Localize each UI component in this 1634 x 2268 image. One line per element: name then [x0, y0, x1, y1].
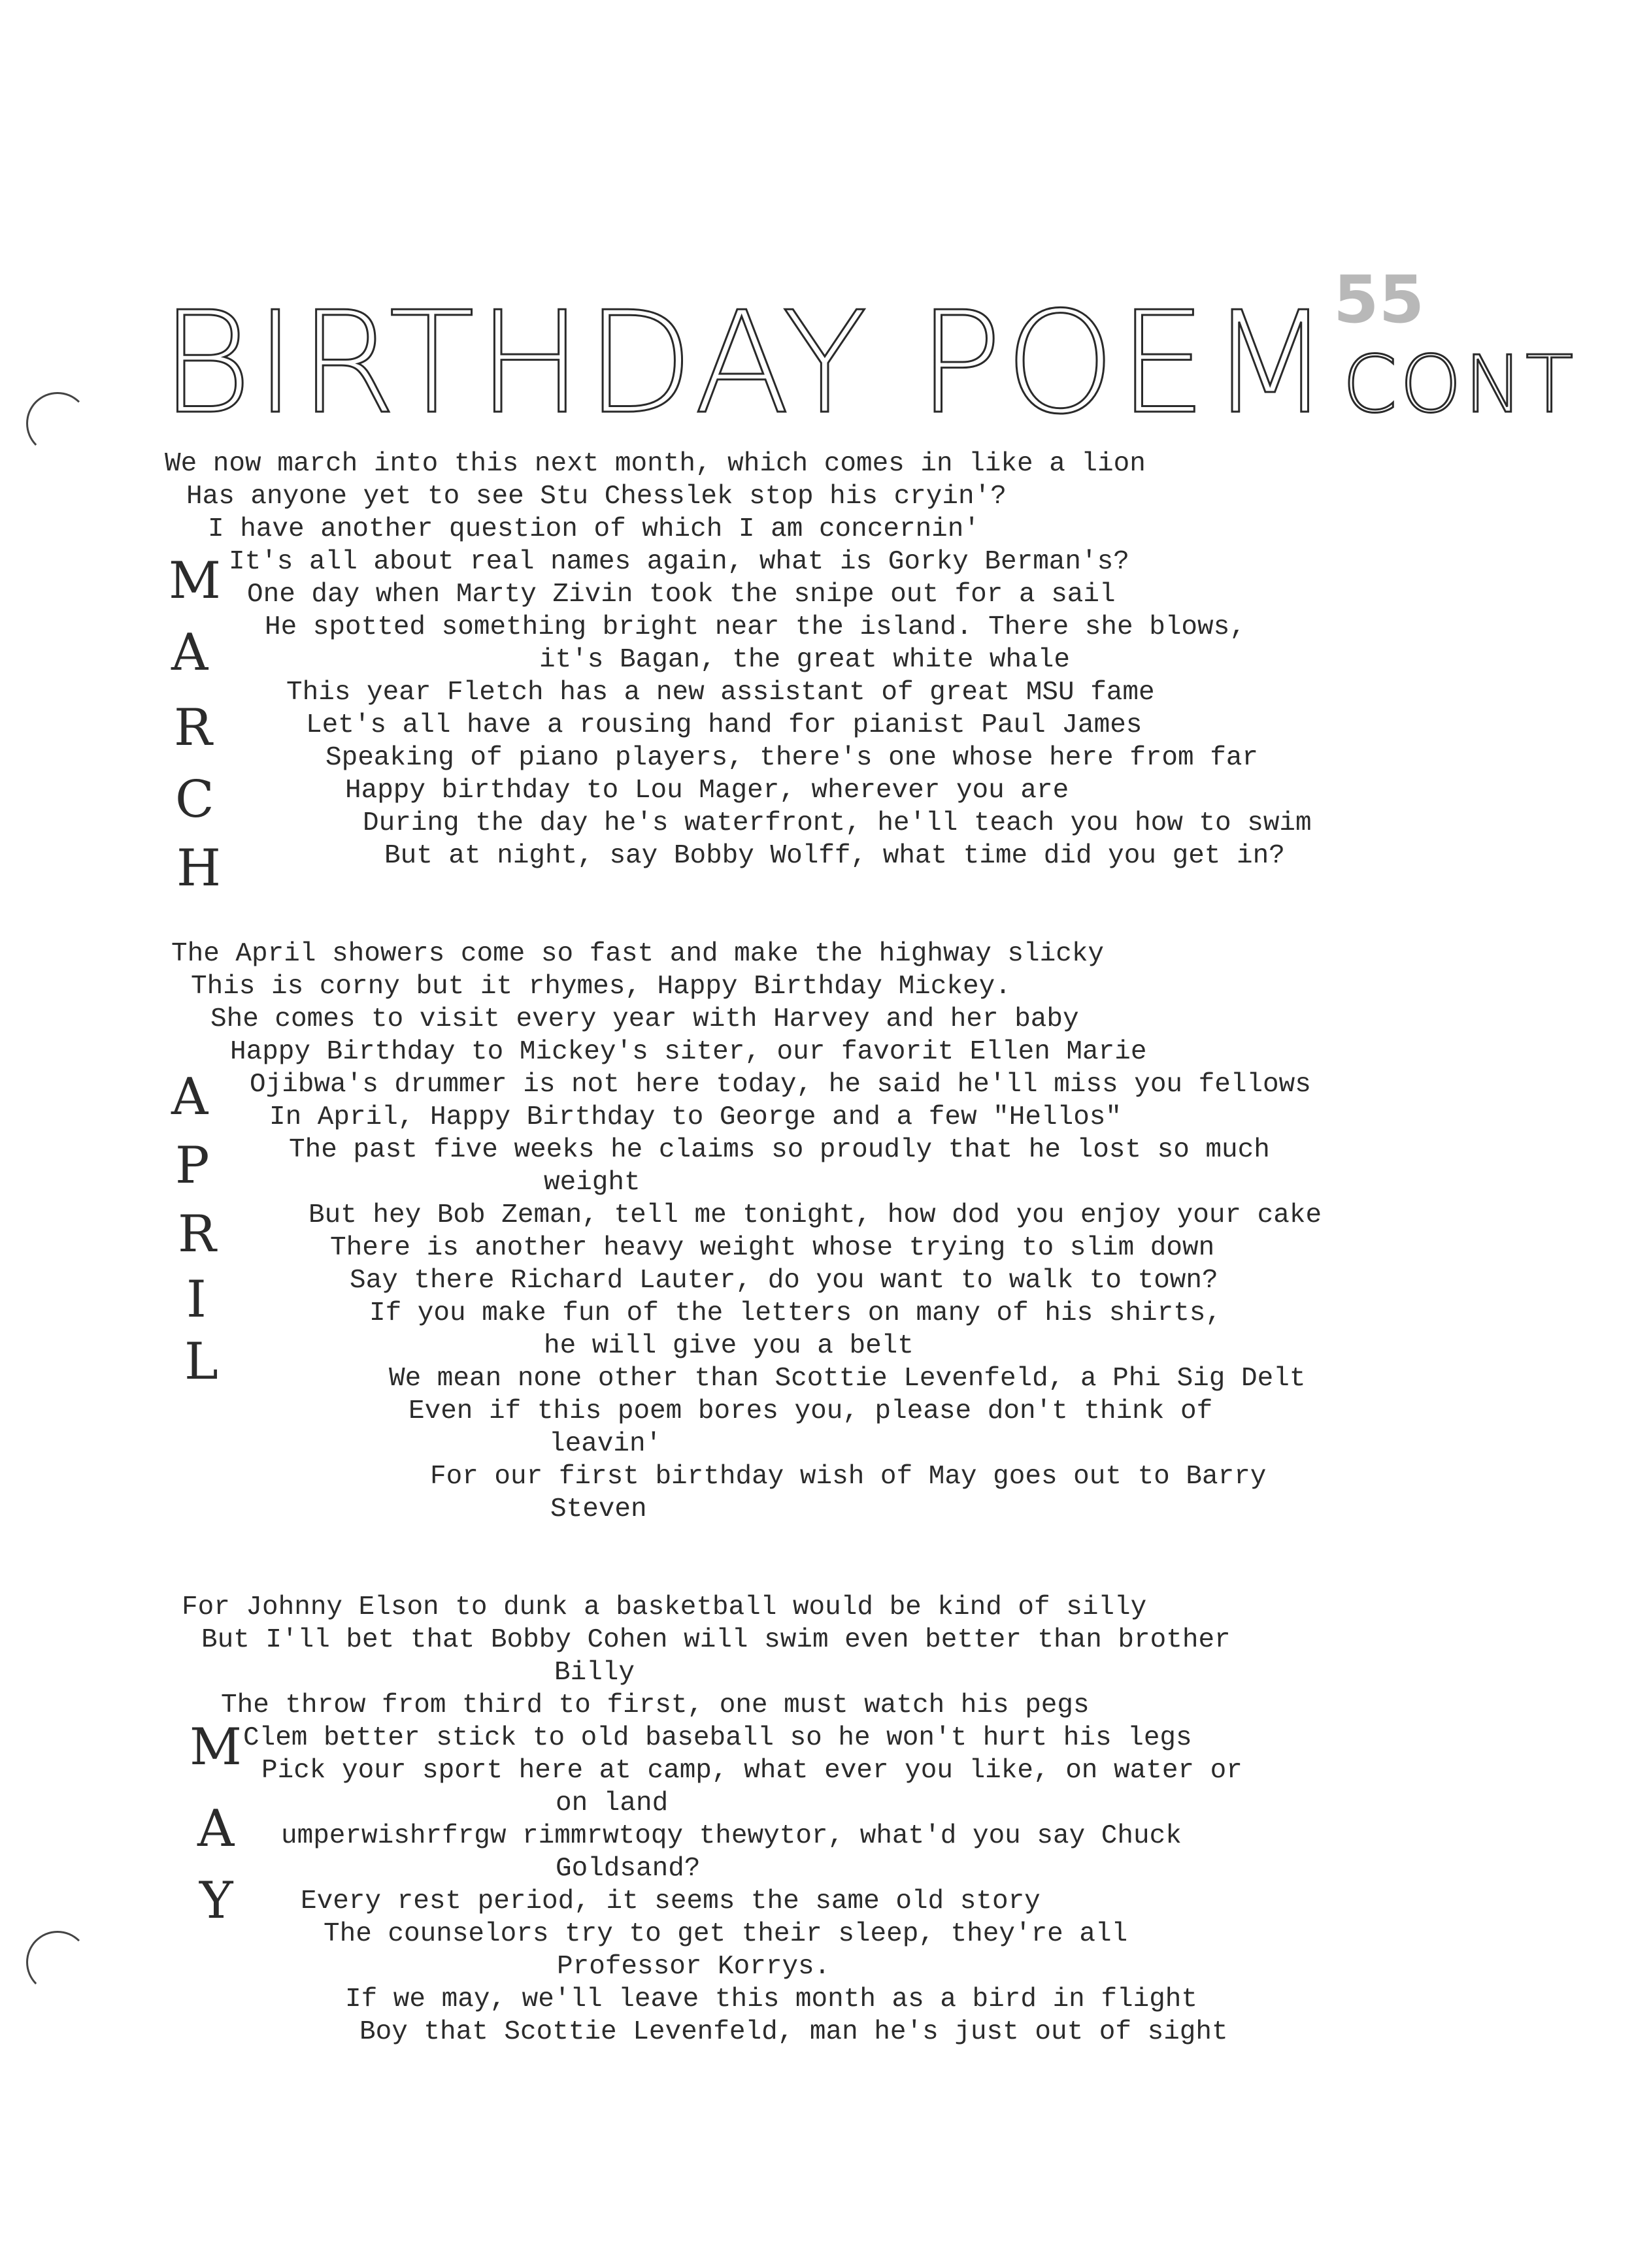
poem-line: weight [544, 1168, 641, 1198]
vertical-letter: R [174, 698, 212, 757]
poem-line: In April, Happy Birthday to George and a few "Hellos" [269, 1102, 1122, 1132]
poem-line: Happy Birthday to Mickey's siter, our favorit Ellen Marie [230, 1037, 1147, 1067]
poem-line: There is another heavy weight whose trying to slim down [330, 1233, 1215, 1263]
vertical-letter: Y [199, 1871, 233, 1930]
vertical-letter: I [186, 1270, 207, 1329]
poem-line: We mean none other than Scottie Levenfeld, a Phi Sig Delt [389, 1364, 1306, 1394]
poem-line: During the day he's waterfront, he'll teach you how to swim [363, 808, 1312, 838]
poem-line: One day when Marty Zivin took the snipe out for a sail [247, 580, 1116, 610]
poem-line: on land [556, 1788, 669, 1818]
poem-line: We now march into this next month, which comes in like a lion [165, 449, 1146, 479]
vertical-letter: L [184, 1332, 218, 1391]
poem-line: it's Bagan, the great white whale [539, 645, 1070, 675]
vertical-letter: A [197, 1800, 235, 1858]
poem-line: The counselors try to get their sleep, they're all [324, 1919, 1128, 1949]
poem-line: She comes to visit every year with Harvey and her baby [210, 1004, 1079, 1034]
vertical-letter: A [171, 1068, 208, 1126]
poem-line: Pick your sport here at camp, what ever you like, on water or [261, 1756, 1242, 1786]
poem-line: Ojibwa's drummer is not here today, he said he'll miss you fellows [250, 1070, 1311, 1100]
poem-line: For our first birthday wish of May goes out to Barry [430, 1462, 1267, 1492]
poem-line: The past five weeks he claims so proudly that he lost so much [289, 1135, 1270, 1165]
poem-line: Goldsand? [556, 1854, 701, 1884]
poem-line: Clem better stick to old baseball so he won't hurt his legs [243, 1723, 1192, 1753]
poem-line: He spotted something bright near the island. There she blows, [265, 612, 1246, 642]
vertical-letter: A [171, 623, 208, 682]
vertical-letter: C [175, 770, 214, 829]
vertical-letter: P [175, 1136, 210, 1195]
poem-line: This is corny but it rhymes, Happy Birthday Mickey. [191, 972, 1011, 1002]
vertical-letter: H [176, 839, 222, 898]
poem-line: Professor Korrys. [557, 1952, 831, 1982]
poem-line: I have another question of which I am concernin' [208, 514, 980, 544]
poem-line: But hey Bob Zeman, tell me tonight, how dod you enjoy your cake [308, 1200, 1322, 1230]
poem-line: Steven [550, 1494, 647, 1524]
punch-hole-top [26, 392, 89, 455]
poem-line: If you make fun of the letters on many of his shirts, [369, 1298, 1222, 1328]
poem-line: Say there Richard Lauter, do you want to walk to town? [350, 1266, 1218, 1296]
vertical-letter: M [169, 551, 221, 610]
poem-line: If we may, we'll leave this month as a bird in flight [345, 1984, 1198, 2014]
vertical-letter: R [178, 1205, 216, 1264]
poem-line: Let's all have a rousing hand for pianist Paul James [306, 710, 1142, 740]
poem-line: Happy birthday to Lou Mager, wherever you are [345, 776, 1069, 806]
poem-line: But I'll bet that Bobby Cohen will swim even better than brother [201, 1625, 1231, 1655]
poem-line: For Johnny Elson to dunk a basketball would be kind of silly [182, 1592, 1147, 1622]
poem-line: he will give you a belt [544, 1331, 914, 1361]
punch-hole-bottom [26, 1931, 89, 1994]
vertical-letter: M [190, 1718, 242, 1777]
poem-line: Has anyone yet to see Stu Chesslek stop his cryin'? [186, 482, 1007, 512]
poem-line: umperwishrfrgw rimmrwtoqy thewytor, what'd you say Chuck [281, 1821, 1182, 1851]
title-cont: CONT [1342, 340, 1576, 431]
poem-line: The April showers come so fast and make the highway slicky [171, 939, 1105, 969]
poem-line: Billy [554, 1658, 635, 1688]
poem-line: Boy that Scottie Levenfeld, man he's just out of sight [359, 2017, 1228, 2047]
page-number: 55 [1333, 261, 1425, 338]
poem-line: But at night, say Bobby Wolff, what time did you get in? [384, 841, 1285, 871]
title-main: BIRTHDAY POEM [160, 281, 1333, 445]
poem-line: The throw from third to first, one must watch his pegs [221, 1690, 1090, 1720]
poem-line: leavin' [549, 1429, 662, 1459]
poem-line: Every rest period, it seems the same old story [301, 1886, 1041, 1916]
poem-line: This year Fletch has a new assistant of great MSU fame [286, 678, 1155, 708]
poem-line: Speaking of piano players, there's one whose here from far [325, 743, 1259, 773]
poem-line: It's all about real names again, what is Gorky Berman's? [229, 547, 1129, 577]
poem-line: Even if this poem bores you, please don't think of [408, 1396, 1213, 1426]
